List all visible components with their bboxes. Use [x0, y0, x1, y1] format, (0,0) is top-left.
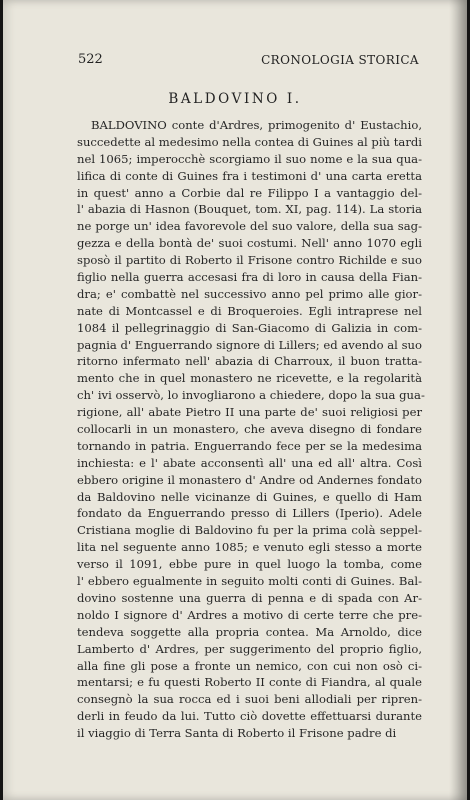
text-line: BALDOVINO conte d'Ardres, primogenito d' Eustachio, — [91, 118, 422, 132]
text-line: 1084 il pellegrinaggio di San-Giacomo di Galizia in com- — [77, 320, 422, 335]
text-line: lifica di conte di Guines fra i testimoni d' una carta eretta — [77, 168, 422, 183]
text-line: collocarli in un monastero, che aveva disegno di fondare — [77, 422, 422, 437]
text-line: gezza e della bontà de' suoi costumi. Nell' anno 1070 egli — [77, 236, 422, 251]
text-line: mento che in quel monastero ne ricevette, e la regolarità — [77, 371, 422, 386]
text-line: figlio nella guerra accesasi fra di loro in causa della Fian- — [77, 270, 422, 285]
text-line: Lamberto d' Ardres, per suggerimento del proprio figlio, — [77, 641, 422, 656]
text-line: sposò il partito di Roberto il Frisone contro Richilde e suo — [77, 253, 422, 268]
text-line: derli in feudo da lui. Tutto ciò dovette effettuarsi durante — [77, 709, 422, 724]
running-head: CRONOLOGIA STORICA — [261, 53, 419, 67]
text-line: ritorno infermato nell' abazia di Charroux, il buon tratta- — [77, 354, 422, 369]
text-line: nate di Montcassel e di Broqueroies. Egli intraprese nel — [77, 303, 422, 318]
text-line: ne porge un' idea favorevole del suo valore, della sua sag- — [77, 219, 422, 234]
text-line: fondato da Enguerrando presso di Lillers (Iperio). Adele — [77, 506, 422, 521]
text-line: inchiesta: e l' abate acconsentì all' una ed all' altra. Così — [77, 455, 422, 470]
text-line: mentarsi; e fu questi Roberto II conte di Fiandra, al quale — [77, 675, 422, 690]
text-line: pagnia d' Enguerrando signore di Lillers; ed avendo al suo — [77, 337, 422, 352]
text-line: consegnò la sua rocca ed i suoi beni allodiali per ripren- — [77, 692, 422, 707]
body-text — [77, 117, 425, 742]
section-title: BALDOVINO I. — [168, 91, 302, 107]
page-number: 522 — [78, 52, 103, 67]
text-line: succedette al medesimo nella contea di Guines al più tardi — [77, 134, 422, 149]
text-line: da Baldovino nelle vicinanze di Guines, e quello di Ham — [77, 489, 422, 504]
text-line: alla fine gli pose a fronte un nemico, con cui non osò ci- — [77, 658, 422, 673]
text-line: ch' ivi osservò, lo invogliarono a chiedere, dopo la sua gua- — [77, 388, 425, 403]
text-line: il viaggio di Terra Santa di Roberto il Frisone padre di — [77, 726, 397, 741]
text-line: l' abazia di Hasnon (Bouquet, tom. XI, pag. 114). La storia — [77, 202, 422, 217]
text-line: dra; e' combattè nel successivo anno pel primo alle gior- — [77, 286, 422, 301]
text-line: verso il 1091, ebbe pure in quel luogo la tomba, come — [77, 557, 422, 572]
text-line: dovino sostenne una guerra di penna e di spada con Ar- — [77, 590, 422, 605]
text-line: noldo I signore d' Ardres a motivo di certe terre che pre- — [77, 607, 422, 622]
text-line: ebbero origine il monastero d' Andre od Andernes fondato — [77, 472, 422, 487]
text-line: Cristiana moglie di Baldovino fu per la prima colà seppel- — [77, 523, 422, 538]
text-line: tornando in patria. Enguerrando fece per se la medesima — [77, 438, 422, 453]
text-line: rigione, all' abate Pietro II una parte de' suoi religiosi per — [77, 405, 422, 420]
page-gutter-shadow — [449, 0, 467, 800]
page-header — [78, 52, 421, 74]
text-line: tendeva soggette alla propria contea. Ma Arnoldo, dice — [77, 624, 422, 639]
text-line: l' ebbero egualmente in seguito molti conti di Guines. Bal- — [77, 574, 422, 589]
text-line: nel 1065; imperocchè scorgiamo il suo nome e la sua qua- — [77, 151, 422, 166]
text-line: lita nel seguente anno 1085; e venuto egli stesso a morte — [77, 540, 422, 555]
text-line: in quest' anno a Corbie dal re Filippo I a vantaggio del- — [77, 185, 422, 200]
